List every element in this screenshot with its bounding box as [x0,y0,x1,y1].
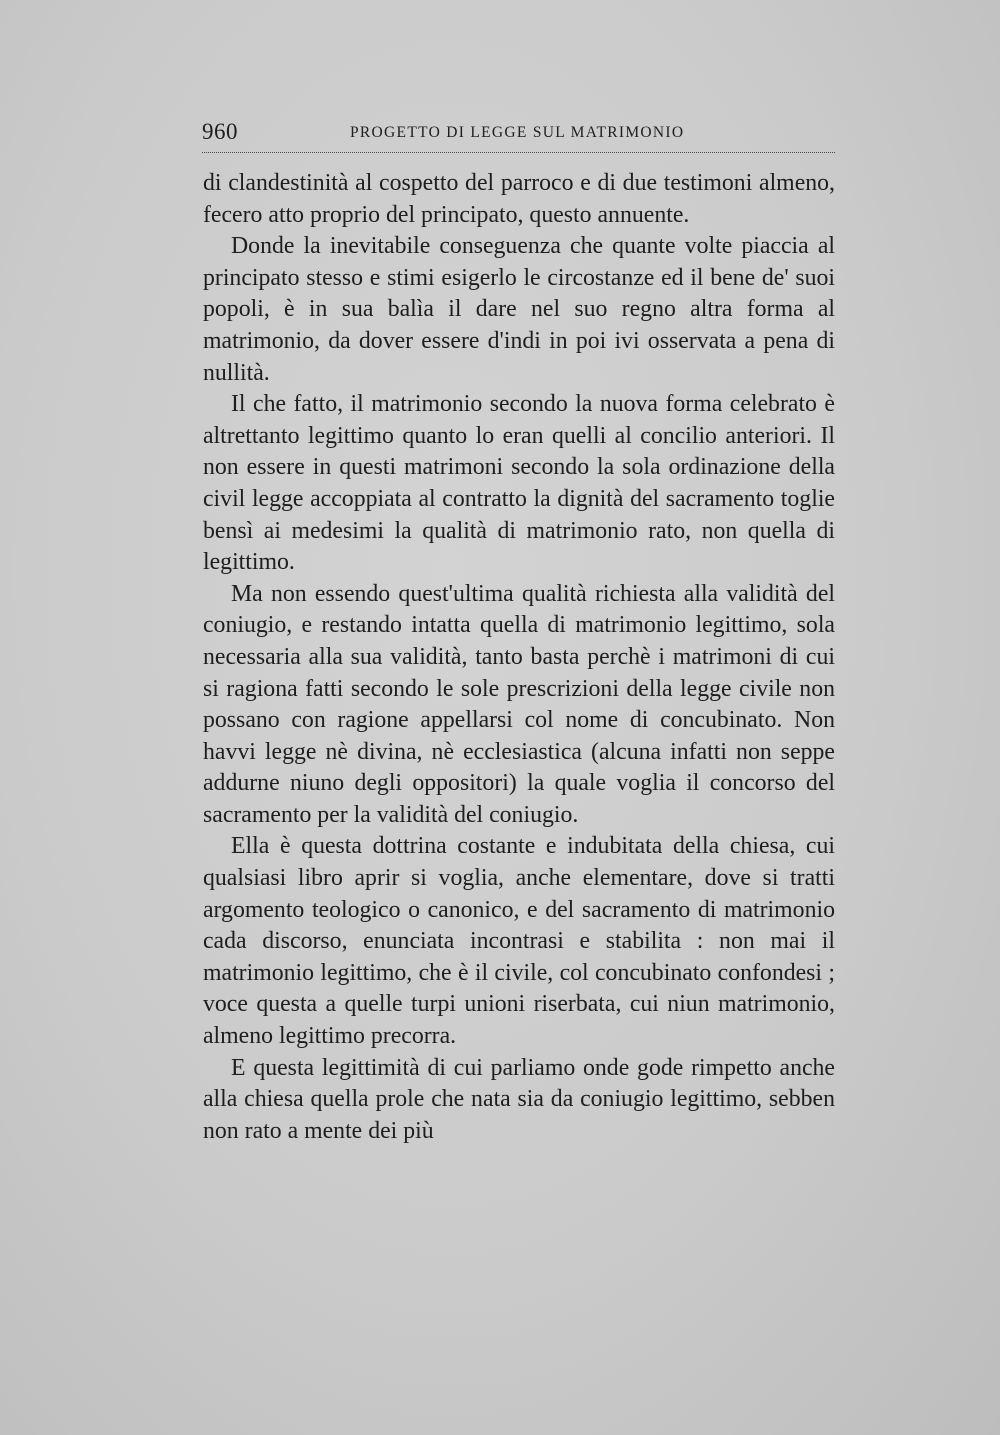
paragraph-continuation: di clandestinità al cospetto del parroco e di due testimoni almeno, fecero atto proprio del principato, questo annuente. [203,170,835,228]
paragraph: Ella è questa dottrina costante e indubitata della chiesa, cui qualsiasi libro aprir si voglia, anche elementare, dove si tratti argomento teologico o canonico, e del sacramento di matrimonio cada discorso, enunciata incontrasi e stabilita : non mai il matrimonio legittimo, che è il civile, col concubinato confondesi ; voce questa a quelle turpi unioni riserbata, cui niun matrimonio, almeno legittimo precorra. [203,833,835,1050]
running-header [202,116,835,153]
paragraph: Il che fatto, il matrimonio secondo la nuova forma celebrato è altrettanto legittimo quanto lo eran quelli al concilio anteriori. Il non essere in questi matrimoni secondo la sola ordinazione della civil legge accoppiata al contratto la dignità del sacramento toglie bensì ai medesimi la qualità di matrimonio rato, non quella di legittimo. [203,391,835,576]
body-text [203,168,835,1147]
paragraph: Donde la inevitabile conseguenza che quante volte piaccia al principato stesso e stimi esigerlo le circostanze ed il bene de' suoi popoli, è in sua balìa il dare nel suo regno altra forma al matrimonio, da dover essere d'indi in poi ivi osservata a pena di nullità. [203,233,835,386]
page-number: 960 [202,119,238,144]
running-title: PROGETTO DI LEGGE SUL MATRIMONIO [350,124,685,141]
paragraph-continues: E questa legittimità di cui parliamo onde gode rimpetto anche alla chiesa quella prole che nata sia da coniugio legittimo, sebben non rato a mente dei più [203,1054,835,1144]
paragraph: Ma non essendo quest'ultima qualità richiesta alla validità del coniugio, e restando intatta quella di matrimonio legittimo, sola necessaria alla sua validità, tanto basta perchè i matrimoni di cui si ragiona fatti secondo le sole prescrizioni della legge civile non possano con ragione appellarsi col nome di concubinato. Non havvi legge nè divina, nè ecclesiastica (alcuna infatti non seppe addurne niuno degli oppositori) la quale voglia il concorso del sacramento per la validità del coniugio. [203,580,835,828]
